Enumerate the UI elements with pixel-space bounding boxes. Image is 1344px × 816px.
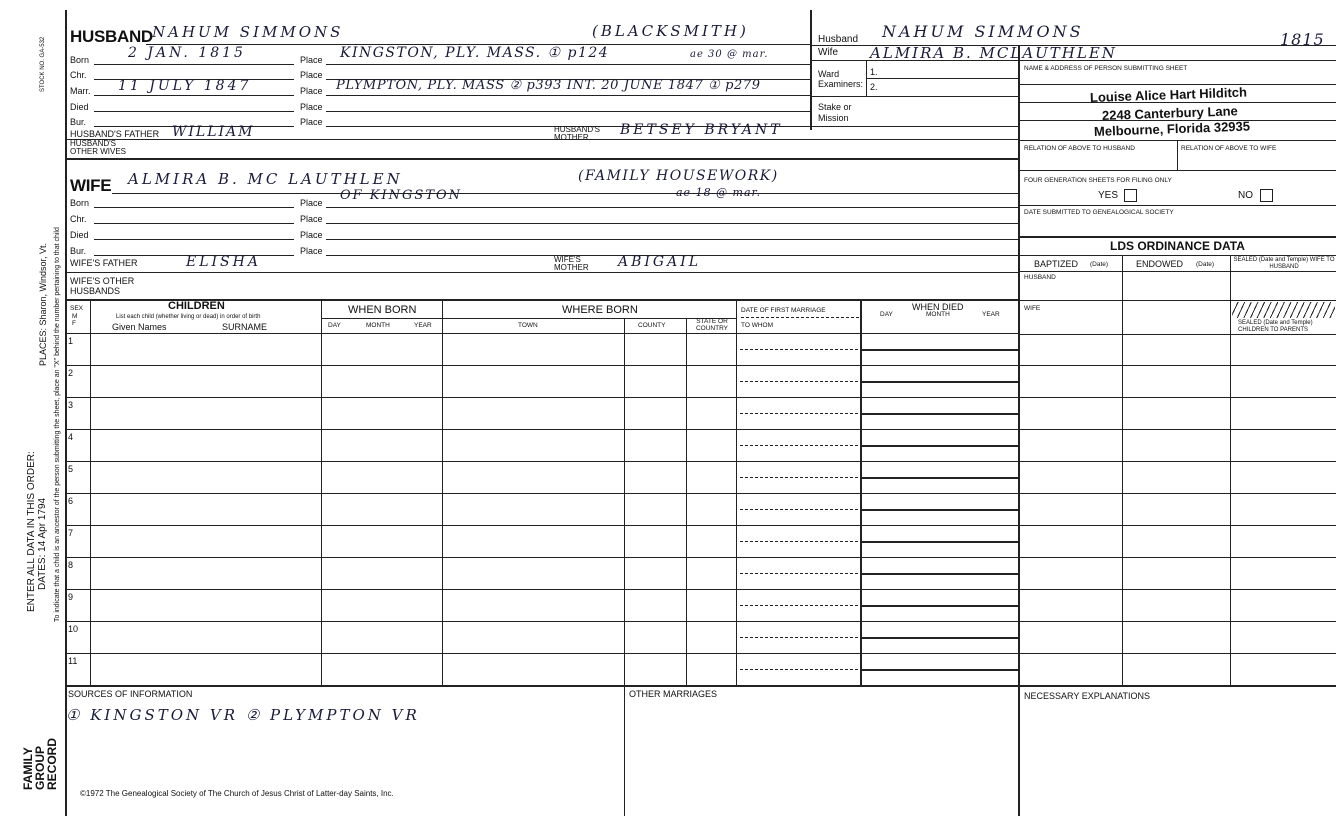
husband-died-place-line [326, 111, 810, 112]
child-died-line [860, 669, 1018, 671]
wife-father-name: ELISHA [186, 254, 261, 270]
child-died-line [860, 541, 1018, 543]
child-row-number: 4 [68, 432, 74, 442]
wife-born-place: OF KINGSTON [340, 188, 463, 203]
surname-label: SURNAME [222, 322, 268, 332]
panel-wife-label: Wife [818, 47, 838, 58]
child-died-line [860, 349, 1018, 351]
four-gen-bottom [1018, 205, 1336, 206]
panel-year: 1815 [1280, 30, 1325, 49]
wife-died-label: Died [70, 230, 89, 240]
ward-label: Ward [818, 69, 840, 79]
lds-husband-label: HUSBAND [1024, 274, 1056, 281]
panel-husband-name: NAHUM SIMMONS [882, 22, 1084, 41]
child-marriage-dash [740, 573, 858, 574]
child-marriage-dash [740, 669, 858, 670]
husband-chr-label: Chr. [70, 70, 87, 80]
wife-born-place-label: Place [300, 198, 323, 208]
child-row-divider [66, 557, 1336, 558]
wife-died-line [94, 239, 294, 240]
left-border [65, 10, 67, 816]
county-label: COUNTY [638, 322, 666, 329]
child-died-line [860, 477, 1018, 479]
wife-born-line [94, 207, 294, 208]
wife-name-line [112, 193, 1018, 194]
husband-died-place-label: Place [300, 102, 323, 112]
child-marriage-dash [740, 541, 858, 542]
date-submitted-bottom [1018, 236, 1336, 238]
family-group-record-title: FAMILY GROUP RECORD [21, 737, 59, 790]
husband-father-name: WILLIAM [172, 124, 255, 140]
died-day-label: DAY [880, 311, 893, 318]
child-marriage-dash [740, 445, 858, 446]
child-row-divider [66, 525, 1336, 526]
lds-col-1 [1122, 255, 1123, 685]
child-row-divider [66, 493, 1336, 494]
places-note: PLACES: Sharon, Windsor, Vt. [38, 242, 48, 366]
child-marriage-dash [740, 349, 858, 350]
wife-other-husbands-label: WIFE'S OTHER HUSBANDS [70, 276, 135, 296]
husband-marr-label: Marr. [70, 86, 91, 96]
examiner-1: 1. [870, 67, 878, 77]
born-day-label: DAY [328, 322, 341, 329]
husband-born-place-line [326, 64, 810, 65]
no-checkbox[interactable] [1260, 189, 1273, 202]
panel-husband-label: Husband [818, 34, 859, 45]
given-names-label: Given Names [112, 322, 167, 332]
ancestor-indicator-note: To indicate that a child is an ancestor of the person submitting the sheet, place an "X" behind the number pertaining to that child [54, 227, 61, 622]
relation-divider [1177, 140, 1178, 170]
baptized-label: BAPTIZED [1034, 259, 1079, 269]
child-row-number: 8 [68, 560, 74, 570]
child-row-divider [66, 397, 1336, 398]
yes-label: YES [1098, 190, 1119, 201]
born-month-label: MONTH [366, 322, 390, 329]
child-died-line [860, 445, 1018, 447]
born-year-label: YEAR [414, 322, 432, 329]
when-born-underline [322, 318, 442, 319]
child-marriage-dash [740, 637, 858, 638]
child-row-number: 11 [68, 656, 78, 666]
wife-mother-name: ABIGAIL [618, 254, 702, 270]
date-submitted-label: DATE SUBMITTED TO GENEALOGICAL SOCIETY [1024, 209, 1174, 216]
wife-mother-label: WIFE'S MOTHER [554, 255, 589, 272]
col-county-divider [686, 318, 687, 685]
wife-age-note: ae 18 @ mar. [676, 186, 762, 199]
husband-marr-line [94, 95, 294, 96]
ward-bottom [810, 96, 1018, 97]
panel-wife-name: ALMIRA B. MCLAUTHLEN [870, 44, 1117, 62]
first-marriage-label: DATE OF FIRST MARRIAGE [741, 307, 826, 314]
husband-marr-place-label: Place [300, 86, 323, 96]
child-marriage-dash [740, 605, 858, 606]
husband-died-line [94, 111, 294, 112]
lds-col-2 [1230, 255, 1231, 685]
wife-born-label: Born [70, 198, 90, 208]
mf-label: M F [72, 313, 81, 327]
stock-number: STOCK NO. GA-532 [40, 36, 46, 92]
sources-label: SOURCES OF INFORMATION [68, 689, 193, 699]
wife-father-line [66, 272, 1018, 273]
stake-label: Stake or Mission [818, 102, 852, 123]
lds-title: LDS ORDINANCE DATA [1110, 239, 1245, 253]
submitter-name: Louise Alice Hart Hilditch [1089, 84, 1248, 105]
husband-chr-place-label: Place [300, 70, 323, 80]
lds-wife-bottom [1018, 334, 1336, 335]
husband-other-wives-label: HUSBAND'S OTHER WIVES [70, 139, 127, 156]
wife-father-label: WIFE'S FATHER [70, 258, 138, 268]
child-row-number: 5 [68, 464, 74, 474]
copyright: ©1972 The Genealogical Society of The Church of Jesus Christ of Latter-day Saints, Inc. [80, 789, 394, 798]
town-label: TOWN [518, 322, 538, 329]
wife-heading: WIFE [70, 176, 112, 195]
husband-father-line [66, 139, 1018, 140]
child-died-line [860, 509, 1018, 511]
explanations-label: NECESSARY EXPLANATIONS [1024, 691, 1151, 701]
husband-marr-place-line [326, 95, 810, 96]
husband-bur-label: Bur. [70, 117, 87, 127]
wife-occupation: (FAMILY HOUSEWORK) [578, 168, 779, 184]
panel-wife-line [810, 60, 1336, 61]
other-marriages-label: OTHER MARRIAGES [629, 689, 718, 699]
wife-chr-line [94, 223, 294, 224]
husband-marriage-place: PLYMPTON, PLY. MASS ② p393 INT. 20 JUNE 1847 ① p279 [336, 78, 761, 93]
husband-born-place: KINGSTON, PLY. MASS. ① p124 [340, 45, 610, 61]
relation-husband-label: RELATION OF ABOVE TO HUSBAND [1024, 145, 1135, 152]
child-died-line [860, 413, 1018, 415]
submitter-street: 2248 Canterbury Lane [1101, 103, 1239, 123]
husband-heading: HUSBAND [70, 27, 153, 46]
husband-occupation: (BLACKSMITH) [592, 22, 749, 40]
sealed-children-label: SEALED (Date and Temple) CHILDREN TO PARENTS [1238, 320, 1313, 333]
child-row-number: 1 [68, 336, 74, 346]
child-row-divider [66, 589, 1336, 590]
died-month-label: MONTH [926, 311, 950, 318]
husband-born-label: Born [70, 55, 90, 65]
stake-bottom [810, 126, 1018, 127]
dates-note: DATES: 14 Apr 1794 [37, 497, 48, 590]
child-row-number: 3 [68, 400, 74, 410]
child-row-number: 10 [68, 624, 79, 634]
yes-checkbox[interactable] [1124, 189, 1137, 202]
child-row-divider [66, 461, 1336, 462]
wife-bur-place-label: Place [300, 246, 323, 256]
child-died-line [860, 637, 1018, 639]
wife-died-place-label: Place [300, 230, 323, 240]
wife-chr-label: Chr. [70, 214, 87, 224]
child-row-divider [66, 621, 1336, 622]
lds-header-bottom [1018, 271, 1336, 272]
husband-right-border [810, 10, 812, 130]
baptized-date-label: (Date) [1090, 261, 1109, 268]
examiners-label: Examiners: [818, 79, 864, 89]
child-row-number: 6 [68, 496, 74, 506]
sealed-hatch [1232, 302, 1335, 318]
first-marriage-dash [741, 317, 859, 318]
wife-born-place-line [326, 207, 1018, 208]
husband-section-bottom [66, 158, 1018, 160]
child-row-divider [66, 429, 1336, 430]
husband-father-label: HUSBAND'S FATHER [70, 129, 160, 139]
endowed-date-label: (Date) [1196, 261, 1215, 268]
lds-title-line [1018, 255, 1336, 256]
other-marriages-divider [624, 685, 625, 816]
wife-name: ALMIRA B. MC LAUTHLEN [128, 170, 403, 188]
child-marriage-dash [740, 509, 858, 510]
sex-label: SEX [70, 305, 84, 312]
submitter-city: Melbourne, Florida 32935 [1093, 118, 1251, 139]
child-died-line [860, 605, 1018, 607]
child-marriage-dash [740, 413, 858, 414]
wife-bur-label: Bur. [70, 246, 87, 256]
husband-marriage-date: 11 JULY 1847 [118, 78, 252, 94]
child-died-line [860, 573, 1018, 575]
wife-died-place-line [326, 239, 1018, 240]
child-row-number: 7 [68, 528, 74, 538]
lds-husband-bottom [1018, 300, 1336, 301]
husband-died-label: Died [70, 102, 89, 112]
wife-chr-place-line [326, 223, 1018, 224]
husband-name: NAHUM SIMMONS [152, 23, 344, 41]
husband-born-place-label: Place [300, 55, 323, 65]
children-section-bottom [66, 685, 1336, 687]
sources-text: ① KINGSTON VR ② PLYMPTON VR [66, 706, 420, 724]
husband-mother-label: HUSBAND'S MOTHER [554, 125, 600, 142]
child-row-divider [66, 653, 1336, 654]
husband-bur-place-label: Place [300, 117, 323, 127]
lds-wife-label: WIFE [1024, 305, 1041, 312]
husband-born-line [94, 64, 294, 65]
children-header-bottom [66, 333, 1018, 334]
children-title: CHILDREN [168, 300, 225, 312]
submitter-line-1 [1018, 84, 1336, 85]
child-marriage-dash [740, 477, 858, 478]
child-row-number: 9 [68, 592, 74, 602]
relation-bottom [1018, 170, 1336, 171]
examiner-1-line [866, 78, 1018, 79]
sealed-wife-label: SEALED (Date and Temple) WIFE TO HUSBAND [1233, 257, 1335, 270]
right-panel-border [1018, 45, 1020, 816]
wife-chr-place-label: Place [300, 214, 323, 224]
submitter-line-2 [1018, 102, 1336, 103]
col-town-divider [624, 318, 625, 685]
husband-mother-name: BETSEY BRYANT [620, 122, 783, 138]
when-born-label: WHEN BORN [348, 304, 417, 316]
husband-age-note: ae 30 @ mar. [690, 49, 769, 60]
when-died-label: WHEN DIED [912, 302, 964, 312]
children-instructions: List each child (whether living or dead) in order of birth [116, 314, 261, 320]
husband-born-date: 2 JAN. 1815 [128, 45, 246, 61]
child-died-line [860, 381, 1018, 383]
to-whom-label: TO WHOM [741, 322, 774, 329]
child-row-number: 2 [68, 368, 74, 378]
child-marriage-dash [740, 381, 858, 382]
relation-wife-label: RELATION OF ABOVE TO WIFE [1181, 145, 1277, 152]
four-gen-label: FOUR GENERATION SHEETS FOR FILING ONLY [1024, 177, 1172, 184]
child-row-divider [66, 365, 1336, 366]
died-year-label: YEAR [982, 311, 1000, 318]
where-born-label: WHERE BORN [562, 304, 638, 316]
endowed-label: ENDOWED [1136, 259, 1183, 269]
submitter-label: NAME & ADDRESS OF PERSON SUBMITTING SHEET [1024, 65, 1188, 72]
examiner-2: 2. [870, 82, 878, 92]
state-country-label: STATE OR COUNTRY [695, 318, 729, 332]
enter-all-data-note: ENTER ALL DATA IN THIS ORDER: [26, 451, 37, 612]
no-label: NO [1238, 190, 1253, 201]
